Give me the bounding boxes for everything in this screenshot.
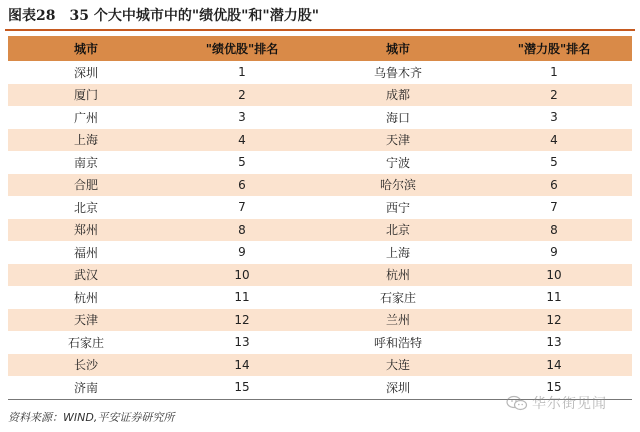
performance-rank-cell: 3 (164, 106, 320, 129)
wechat-icon (506, 395, 528, 411)
city-performance-cell: 济南 (8, 376, 164, 399)
potential-rank-cell: 2 (476, 84, 632, 107)
table-row (8, 61, 632, 84)
potential-rank-cell: 7 (476, 196, 632, 219)
table-row (8, 286, 632, 309)
table-header-row (8, 36, 632, 61)
potential-rank-cell: 4 (476, 129, 632, 152)
performance-rank-cell: 7 (164, 196, 320, 219)
performance-rank-cell: 6 (164, 174, 320, 197)
header-performance-rank: "绩优股"排名 (164, 36, 320, 61)
city-potential-cell: 海口 (320, 106, 476, 129)
watermark-text: 华尔街见闻 (532, 396, 607, 412)
performance-rank-cell: 10 (164, 264, 320, 287)
potential-rank-cell: 14 (476, 354, 632, 377)
city-potential-cell: 哈尔滨 (320, 174, 476, 197)
city-performance-cell: 石家庄 (8, 331, 164, 354)
potential-rank-cell: 3 (476, 106, 632, 129)
table-row (8, 151, 632, 174)
potential-rank-cell: 5 (476, 151, 632, 174)
city-ranking-table (8, 36, 632, 400)
performance-rank-cell: 14 (164, 354, 320, 377)
city-potential-cell: 兰州 (320, 309, 476, 332)
city-potential-cell: 宁波 (320, 151, 476, 174)
performance-rank-cell: 8 (164, 219, 320, 242)
city-performance-cell: 深圳 (8, 61, 164, 84)
potential-rank-cell: 8 (476, 219, 632, 242)
city-performance-cell: 厦门 (8, 84, 164, 107)
table-row (8, 354, 632, 377)
potential-rank-cell: 11 (476, 286, 632, 309)
city-performance-cell: 上海 (8, 129, 164, 152)
potential-rank-cell: 15 (476, 376, 632, 399)
table-row (8, 309, 632, 332)
figure-title (8, 5, 319, 25)
table-row (8, 106, 632, 129)
table-row (8, 129, 632, 152)
header-potential-rank: "潜力股"排名 (476, 36, 632, 61)
city-performance-cell: 天津 (8, 309, 164, 332)
city-performance-cell: 广州 (8, 106, 164, 129)
performance-rank-cell: 11 (164, 286, 320, 309)
performance-rank-cell: 4 (164, 129, 320, 152)
source-note: 资料来源：WIND,平安证券研究所 (8, 411, 175, 424)
city-potential-cell: 呼和浩特 (320, 331, 476, 354)
header-city-performance: 城市 (8, 36, 164, 61)
figure-number: 图表28 (8, 8, 56, 24)
performance-rank-cell: 9 (164, 241, 320, 264)
city-potential-cell: 西宁 (320, 196, 476, 219)
city-performance-cell: 南京 (8, 151, 164, 174)
city-potential-cell: 乌鲁木齐 (320, 61, 476, 84)
city-potential-cell: 杭州 (320, 264, 476, 287)
city-potential-cell: 深圳 (320, 376, 476, 399)
potential-rank-cell: 1 (476, 61, 632, 84)
potential-rank-cell: 12 (476, 309, 632, 332)
city-potential-cell: 上海 (320, 241, 476, 264)
city-potential-cell: 北京 (320, 219, 476, 242)
city-potential-cell: 天津 (320, 129, 476, 152)
performance-rank-cell: 2 (164, 84, 320, 107)
city-performance-cell: 长沙 (8, 354, 164, 377)
performance-rank-cell: 13 (164, 331, 320, 354)
header-city-potential: 城市 (320, 36, 476, 61)
city-performance-cell: 北京 (8, 196, 164, 219)
table-row (8, 331, 632, 354)
performance-rank-cell: 15 (164, 376, 320, 399)
table-row (8, 174, 632, 197)
city-potential-cell: 成都 (320, 84, 476, 107)
performance-rank-cell: 1 (164, 61, 320, 84)
title-divider (5, 29, 635, 31)
city-potential-cell: 石家庄 (320, 286, 476, 309)
table-row (8, 264, 632, 287)
table-row (8, 219, 632, 242)
figure-caption: 35 个大中城市中的"绩优股"和"潜力股" (69, 8, 320, 24)
city-performance-cell: 合肥 (8, 174, 164, 197)
potential-rank-cell: 6 (476, 174, 632, 197)
city-performance-cell: 杭州 (8, 286, 164, 309)
performance-rank-cell: 12 (164, 309, 320, 332)
table-row (8, 241, 632, 264)
table-row (8, 84, 632, 107)
city-performance-cell: 武汉 (8, 264, 164, 287)
city-potential-cell: 大连 (320, 354, 476, 377)
city-performance-cell: 郑州 (8, 219, 164, 242)
potential-rank-cell: 9 (476, 241, 632, 264)
table-row (8, 196, 632, 219)
performance-rank-cell: 5 (164, 151, 320, 174)
watermark (506, 393, 607, 413)
potential-rank-cell: 10 (476, 264, 632, 287)
potential-rank-cell: 13 (476, 331, 632, 354)
city-performance-cell: 福州 (8, 241, 164, 264)
